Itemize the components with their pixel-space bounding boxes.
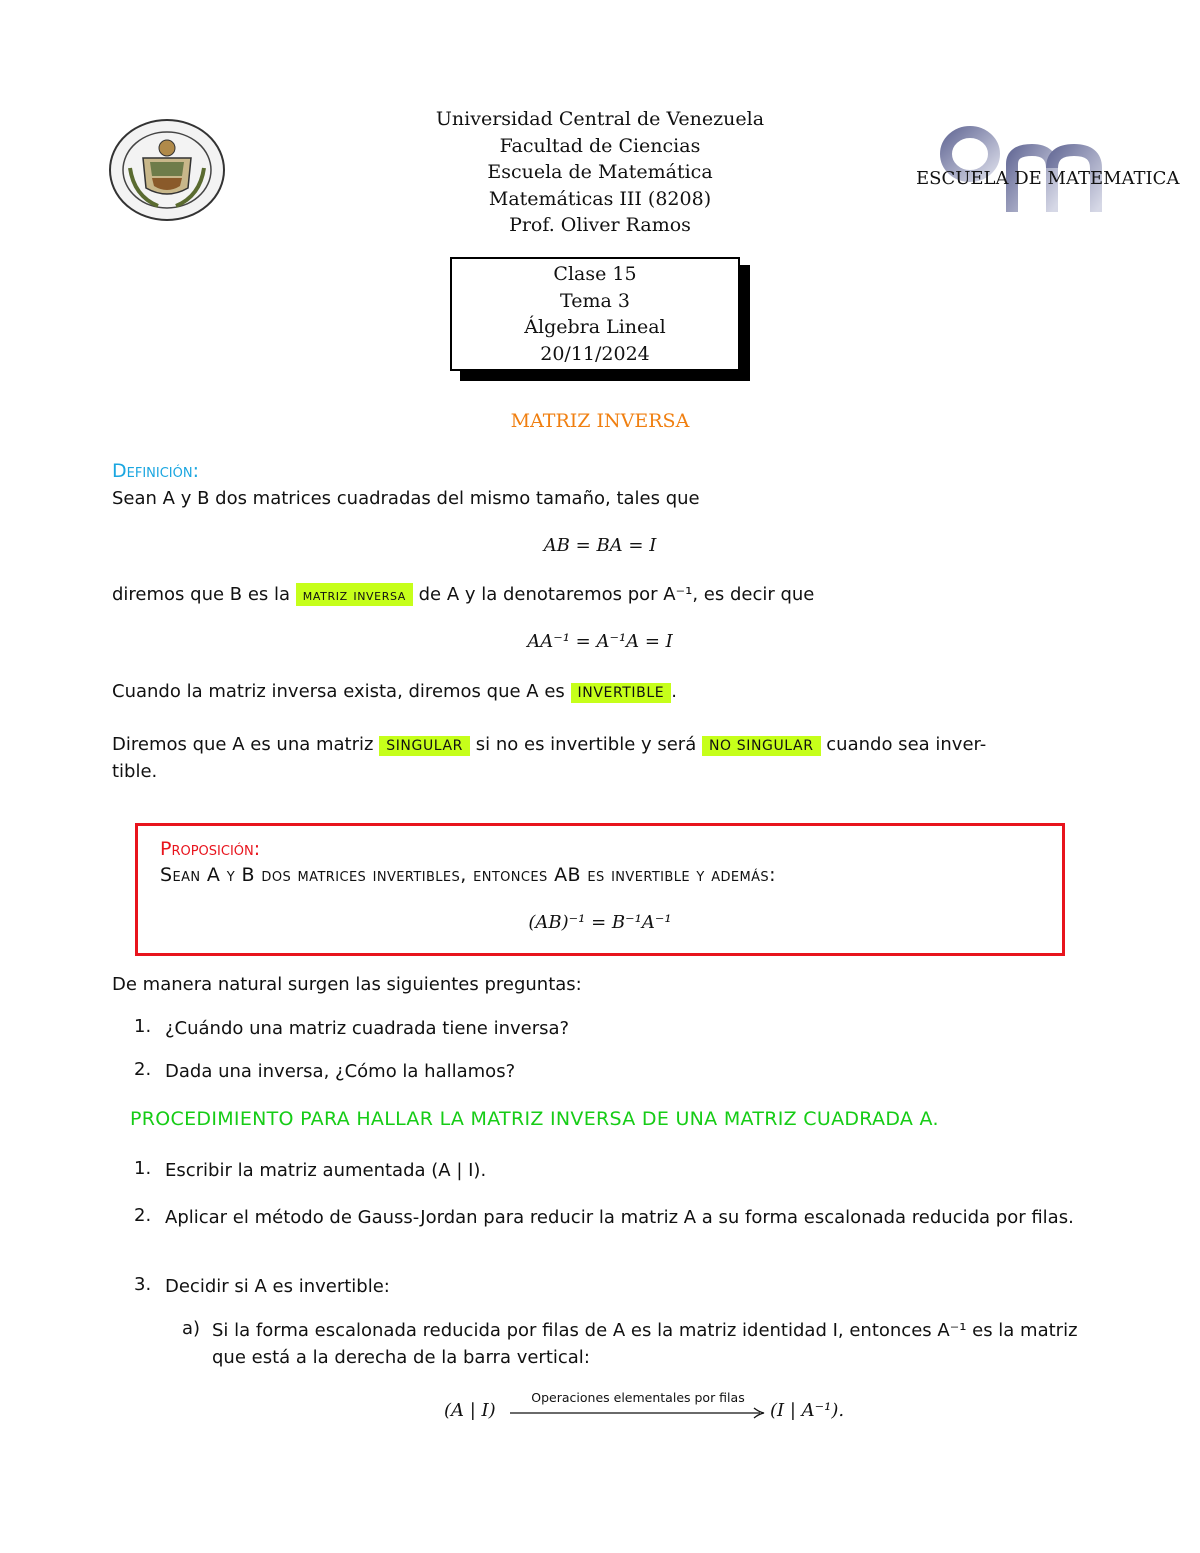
question-number: 1. xyxy=(134,1016,152,1037)
topic-number: Tema 3 xyxy=(560,289,630,312)
faculty-name: Facultad de Ciencias xyxy=(499,134,701,157)
question-text: ¿Cuándo una matriz cuadrada tiene inversa? xyxy=(165,1018,570,1039)
professor-name: Prof. Oliver Ramos xyxy=(509,214,691,236)
definition-line4-a: Diremos que A es una matriz xyxy=(112,734,374,755)
definition-line4-d: tible. xyxy=(112,761,158,782)
equation-inverse: AA⁻¹ = A⁻¹A = I xyxy=(527,631,673,652)
substep-text: Si la forma escalonada reducida por filas de A es la matriz identidad I, entonces A⁻¹ es la matriz que está a la derecha de la barra vertical: xyxy=(212,1320,1078,1368)
question-item xyxy=(0,1059,1200,1089)
logo-text: ESCUELA DE MATEMATICA xyxy=(916,168,1180,189)
proposition-box xyxy=(135,823,1065,956)
class-number: Clase 15 xyxy=(553,263,637,285)
step-text: Escribir la matriz aumentada (A | I). xyxy=(165,1160,487,1181)
highlight-invertible: INVERTIBLE xyxy=(571,683,672,703)
questions-intro: De manera natural surgen las siguientes preguntas: xyxy=(112,974,582,995)
question-text: Dada una inversa, ¿Cómo la hallamos? xyxy=(165,1061,516,1082)
procedure-title: PROCEDIMIENTO PARA HALLAR LA MATRIZ INVERSA DE UNA MATRIZ CUADRADA A. xyxy=(130,1108,939,1130)
definition-label: Definición: xyxy=(112,460,199,482)
step-item xyxy=(0,1158,1200,1188)
page-title: MATRIZ INVERSA xyxy=(510,410,690,432)
equation-ab: AB = BA = I xyxy=(543,535,657,556)
step-item xyxy=(0,1205,1200,1261)
definition-line2-a: diremos que B es la xyxy=(112,584,291,605)
header xyxy=(0,106,1200,239)
topic-name: Álgebra Lineal xyxy=(524,316,666,338)
university-name: Universidad Central de Venezuela xyxy=(435,108,765,130)
final-equation xyxy=(0,1390,1200,1430)
step-number: 1. xyxy=(134,1158,152,1179)
proposition-text: Sean A y B dos matrices invertibles, entonces AB es invertible y además: xyxy=(160,864,776,886)
step-number: 3. xyxy=(134,1274,152,1295)
final-eq-arrow-label: Operaciones elementales por filas xyxy=(531,1390,745,1405)
definition-line2 xyxy=(112,582,1090,609)
class-date: 20/11/2024 xyxy=(540,342,650,365)
substep-label: a) xyxy=(182,1318,201,1339)
definition-line3-a: Cuando la matriz inversa exista, diremos que A es xyxy=(112,681,565,702)
definition-line4-c: cuando sea inver- xyxy=(826,734,987,755)
definition-line2-b: de A y la denotaremos por A⁻¹, es decir que xyxy=(418,584,815,605)
course-name: Matemáticas III (8208) xyxy=(488,187,712,210)
definition-line3: Cuando la matriz inversa exista, diremos que A es INVERTIBLE . xyxy=(112,681,677,702)
final-eq-left: (A | I) xyxy=(444,1400,496,1421)
school-name: Escuela de Matemática xyxy=(487,161,713,183)
step-text: Decidir si A es invertible: xyxy=(165,1276,390,1297)
question-item xyxy=(0,1016,1200,1046)
class-box xyxy=(450,257,740,371)
final-eq-right: (I | A⁻¹). xyxy=(770,1400,845,1421)
step-item xyxy=(0,1274,1200,1304)
right-arrow-icon xyxy=(510,1406,766,1420)
highlight-singular: SINGULAR xyxy=(379,736,470,756)
proposition-label: Proposición: xyxy=(160,838,261,860)
question-number: 2. xyxy=(134,1059,152,1080)
definition-line4-b: si no es invertible y será xyxy=(475,734,697,755)
definition-intro: Sean A y B dos matrices cuadradas del mismo tamaño, tales que xyxy=(112,488,700,509)
definition-line4 xyxy=(112,732,1090,760)
proposition-equation: (AB)⁻¹ = B⁻¹A⁻¹ xyxy=(528,912,672,933)
substep-item xyxy=(0,1318,1200,1374)
highlight-matriz-inversa: matriz inversa xyxy=(296,583,413,606)
step-number: 2. xyxy=(134,1205,152,1226)
highlight-no-singular: NO SINGULAR xyxy=(702,736,821,756)
step-text: Aplicar el método de Gauss-Jordan para reducir la matriz A a su forma escalonada reducida por filas. xyxy=(165,1207,1074,1228)
